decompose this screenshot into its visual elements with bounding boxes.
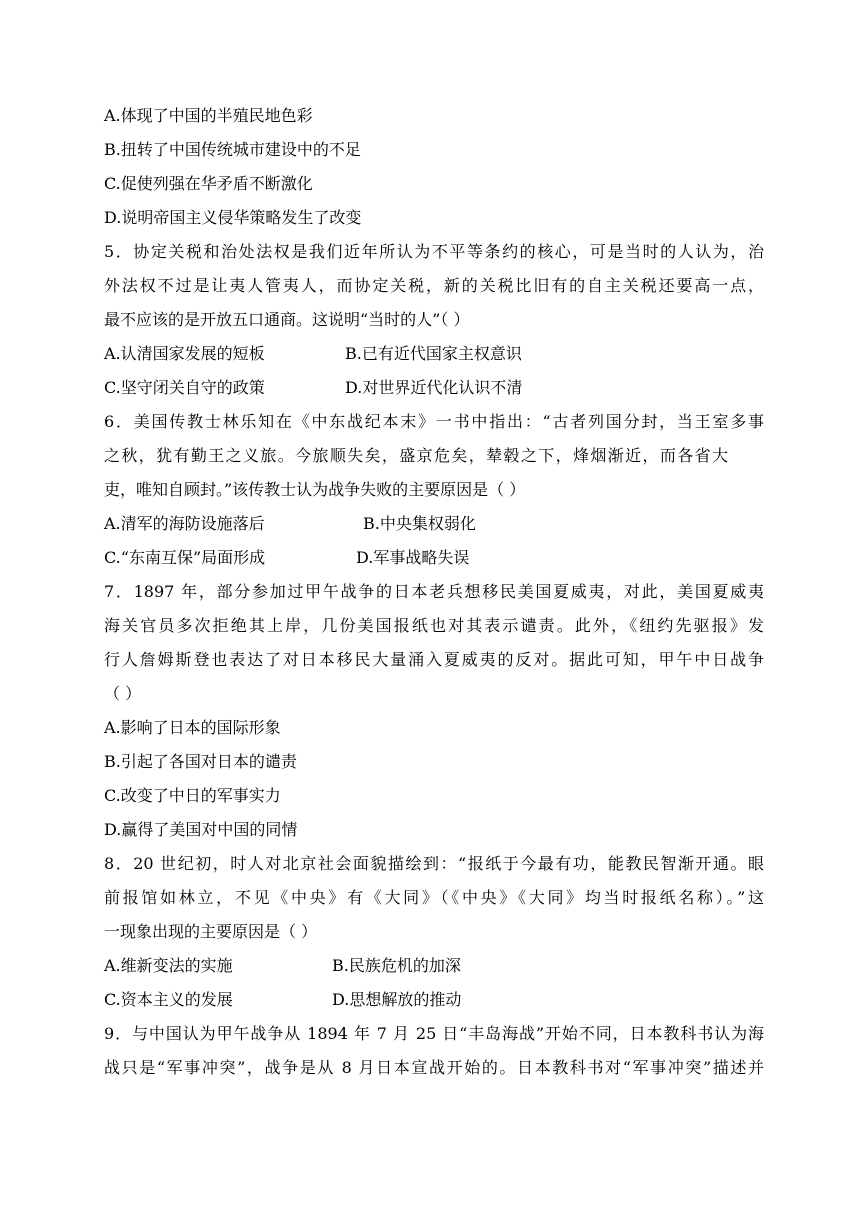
q8-option-d: D.思想解放的推动 [332, 990, 462, 1009]
q8-option-a: A.维新变法的实施 [104, 956, 233, 975]
q6-option-d: D.军事战略失误 [356, 548, 470, 567]
q6-stem-line-2: 之秋，犹有勤王之义旅。今旅顺失矣，盛京危矣，辇毂之下，烽烟渐近，而各省大 [104, 446, 728, 465]
q5-stem-line-2: 外法权不过是让夷人管夷人，而协定关税，新的关税比旧有的自主关税还要高一点， [104, 276, 764, 295]
q7-option-a: A.影响了日本的国际形象 [104, 718, 281, 737]
q4-option-c: C.促使列强在华矛盾不断激化 [104, 174, 313, 193]
q8-stem-line-1: 8．20 世纪初，时人对北京社会面貌描绘到：“报纸于今最有功，能教民智渐开通。眼 [104, 854, 764, 873]
q8-option-c: C.资本主义的发展 [104, 990, 233, 1009]
q5-option-c: C.坚守闭关自守的政策 [104, 378, 265, 397]
q5-option-d: D.对世界近代化认识不清 [345, 378, 523, 397]
q4-option-d: D.说明帝国主义侵华策略发生了改变 [104, 208, 362, 227]
q4-option-b: B.扭转了中国传统城市建设中的不足 [104, 140, 361, 159]
q8-option-b: B.民族危机的加深 [332, 956, 461, 975]
q5-stem-line-3: 最不应该的是开放五口通商。这说明“当时的人”（ ） [104, 310, 470, 329]
q7-option-d: D.赢得了美国对中国的同情 [104, 820, 298, 839]
q7-option-c: C.改变了中日的军事实力 [104, 786, 281, 805]
q7-stem-line-4: （ ） [104, 684, 142, 703]
q5-option-b: B.已有近代国家主权意识 [345, 344, 522, 363]
q6-stem-line-1: 6．美国传教士林乐知在《中东战纪本末》一书中指出：“古者列国分封，当王室多事 [104, 412, 764, 431]
q6-option-b: B.中央集权弱化 [363, 514, 476, 533]
q4-option-a: A.体现了中国的半殖民地色彩 [104, 106, 313, 125]
q6-stem-line-3: 吏，唯知自顾封。”该传教士认为战争失败的主要原因是（ ） [104, 480, 526, 499]
q8-stem-line-3: 一现象出现的主要原因是（ ） [104, 922, 318, 941]
q7-option-b: B.引起了各国对日本的谴责 [104, 752, 297, 771]
q9-stem-line-1: 9．与中国认为甲午战争从 1894 年 7 月 25 日“丰岛海战”开始不同，日本教科书认为海 [104, 1024, 764, 1043]
q5-option-a: A.认清国家发展的短板 [104, 344, 265, 363]
q6-option-a: A.清军的海防设施落后 [104, 514, 265, 533]
q7-stem-line-1: 7．1897 年，部分参加过甲午战争的日本老兵想移民美国夏威夷，对此，美国夏威夷 [104, 582, 764, 601]
q8-stem-line-2: 前报馆如林立，不见《中央》有《大同》（《中央》《大同》均当时报纸名称）。”这 [104, 888, 764, 907]
q7-stem-line-2: 海关官员多次拒绝其上岸，几份美国报纸也对其表示谴责。此外，《纽约先驱报》发 [104, 616, 764, 635]
q5-stem-line-1: 5．协定关税和治处法权是我们近年所认为不平等条约的核心，可是当时的人认为，治 [104, 242, 764, 261]
q7-stem-line-3: 行人詹姆斯登也表达了对日本移民大量涌入夏威夷的反对。据此可知，甲午中日战争 [104, 650, 764, 669]
q6-option-c: C.“东南互保”局面形成 [104, 548, 266, 567]
q9-stem-line-2: 战只是“军事冲突”，战争是从 8 月日本宣战开始的。日本教科书对“军事冲突”描述并 [104, 1058, 764, 1077]
